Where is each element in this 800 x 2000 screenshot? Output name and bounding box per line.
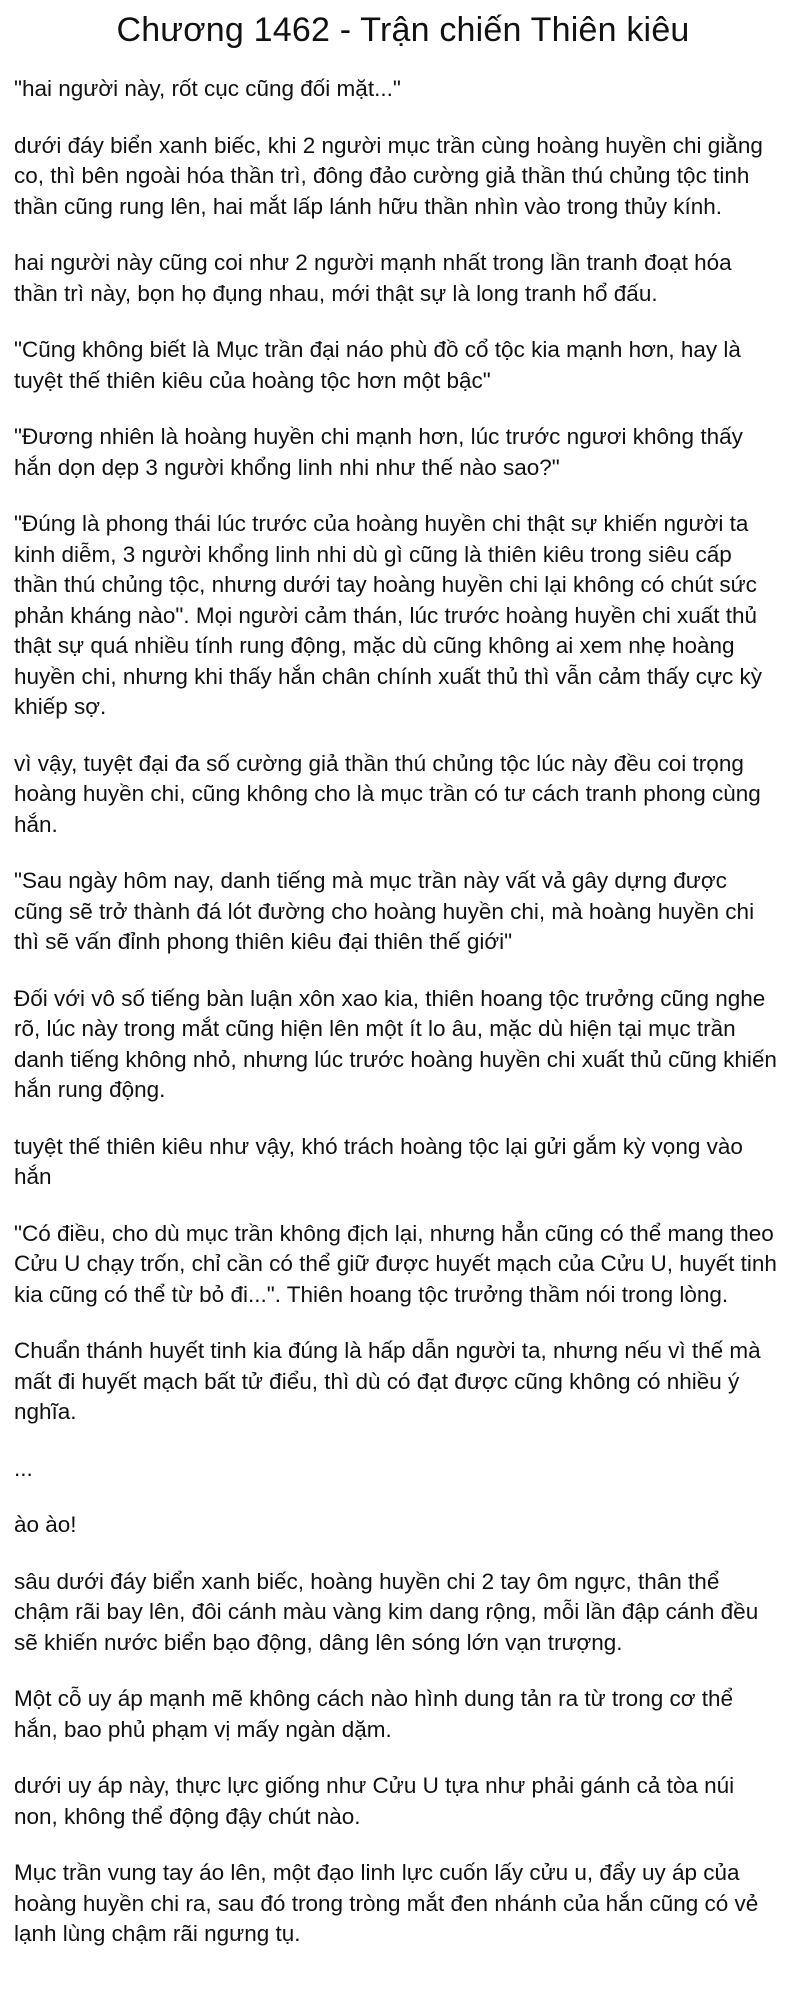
paragraph: dưới đáy biển xanh biếc, khi 2 người mục trần cùng hoàng huyền chi giằng co, thì bên ngoài hóa thần trì, đông đảo cường giả thần thú chủng tộc tinh thần cũng rung lên, hai mắt lấp lánh hữu thần nhìn vào trong thủy kính.: [14, 132, 763, 219]
paragraph: vì vậy, tuyệt đại đa số cường giả thần thú chủng tộc lúc này đều coi trọng hoàng huyền chi, cũng không cho là mục trần có tư cách tranh phong cùng hắn.: [14, 750, 761, 837]
paragraph: tuyệt thế thiên kiêu như vậy, khó trách hoàng tộc lại gửi gắm kỳ vọng vào hắn: [14, 1133, 743, 1189]
paragraph: sâu dưới đáy biển xanh biếc, hoàng huyền chi 2 tay ôm ngực, thân thể chậm rãi bay lên, đôi cánh màu vàng kim dang rộng, mỗi lần đập cánh đều sẽ khiến nước biển bạo động, dâng lên sóng lớn vạn trượng.: [14, 1568, 759, 1655]
paragraph: "Đương nhiên là hoàng huyền chi mạnh hơn, lúc trước ngươi không thấy hắn dọn dẹp 3 người khổng linh nhi như thế nào sao?": [14, 424, 743, 480]
paragraph: "hai người này, rốt cục cũng đối mặt...": [14, 76, 401, 101]
paragraph: hai người này cũng coi như 2 người mạnh nhất trong lần tranh đoạt hóa thần trì này, bọn họ đụng nhau, mới thật sự là long tranh hổ đấu.: [14, 250, 732, 306]
paragraph: "Đúng là phong thái lúc trước của hoàng huyền chi thật sự khiến người ta kinh diễm, 3 người khổng linh nhi dù gì cũng là thiên kiêu trong siêu cấp thần thú chủng tộc, nhưng dưới tay hoàng huyền chi lại không có chút sức phản kháng nào". Mọi người cảm thán, lúc trước hoàng huyền chi xuất thủ thật sự quá nhiều tính rung động, mặc dù cũng không ai xem nhẹ hoàng huyền chi, nhưng khi thấy hắn chân chính xuất thủ thì vẫn cảm thấy cực kỳ khiếp sợ.: [14, 511, 763, 719]
paragraph: "Cũng không biết là Mục trần đại náo phù đồ cổ tộc kia mạnh hơn, hay là tuyệt thế thiên kiêu của hoàng tộc hơn một bậc": [14, 337, 741, 393]
chapter-content: [14, 74, 780, 1950]
paragraph: Đối với vô số tiếng bàn luận xôn xao kia, thiên hoang tộc trưởng cũng nghe rõ, lúc này trong mắt cũng hiện lên một ít lo âu, mặc dù hiện tại mục trần danh tiếng không nhỏ, nhưng lúc trước hoàng huyền chi xuất thủ cũng khiến hắn rung động.: [14, 985, 777, 1102]
paragraph: Mục trần vung tay áo lên, một đạo linh lực cuốn lấy cửu u, đẩy uy áp của hoàng huyền chi ra, sau đó trong tròng mắt đen nhánh của hắn cũng có vẻ lạnh lùng chậm rãi ngưng tụ.: [14, 1860, 759, 1946]
paragraph: Chuẩn thánh huyết tinh kia đúng là hấp dẫn người ta, nhưng nếu vì thế mà mất đi huyết mạch bất tử điểu, thì dù có đạt được cũng không có nhiều ý nghĩa.: [14, 1338, 761, 1424]
paragraph: dưới uy áp này, thực lực giống như Cửu U tựa như phải gánh cả tòa núi non, không thể động đậy chút nào.: [14, 1773, 735, 1829]
paragraph: ào ào!: [14, 1512, 77, 1537]
paragraph: "Có điều, cho dù mục trần không địch lại, nhưng hẳn cũng có thể mang theo Cửu U chạy trốn, chỉ cần có thể giữ được huyết mạch của Cửu U, huyết tinh kia cũng có thể từ bỏ đi...". Thiên hoang tộc trưởng thầm nói trong lòng.: [14, 1220, 777, 1307]
chapter-title: Chương 1462 - Trận chiến Thiên kiêu: [116, 11, 690, 49]
paragraph: ...: [14, 1455, 33, 1481]
paragraph: Một cỗ uy áp mạnh mẽ không cách nào hình dung tản ra từ trong cơ thể hắn, bao phủ phạm vị mấy ngàn dặm.: [14, 1686, 734, 1742]
paragraph: "Sau ngày hôm nay, danh tiếng mà mục trần này vất vả gây dựng được cũng sẽ trở thành đá lót đường cho hoàng huyền chi, mà hoàng huyền chi thì sẽ vấn đỉnh phong thiên kiêu đại thiên thế giới": [14, 868, 755, 954]
